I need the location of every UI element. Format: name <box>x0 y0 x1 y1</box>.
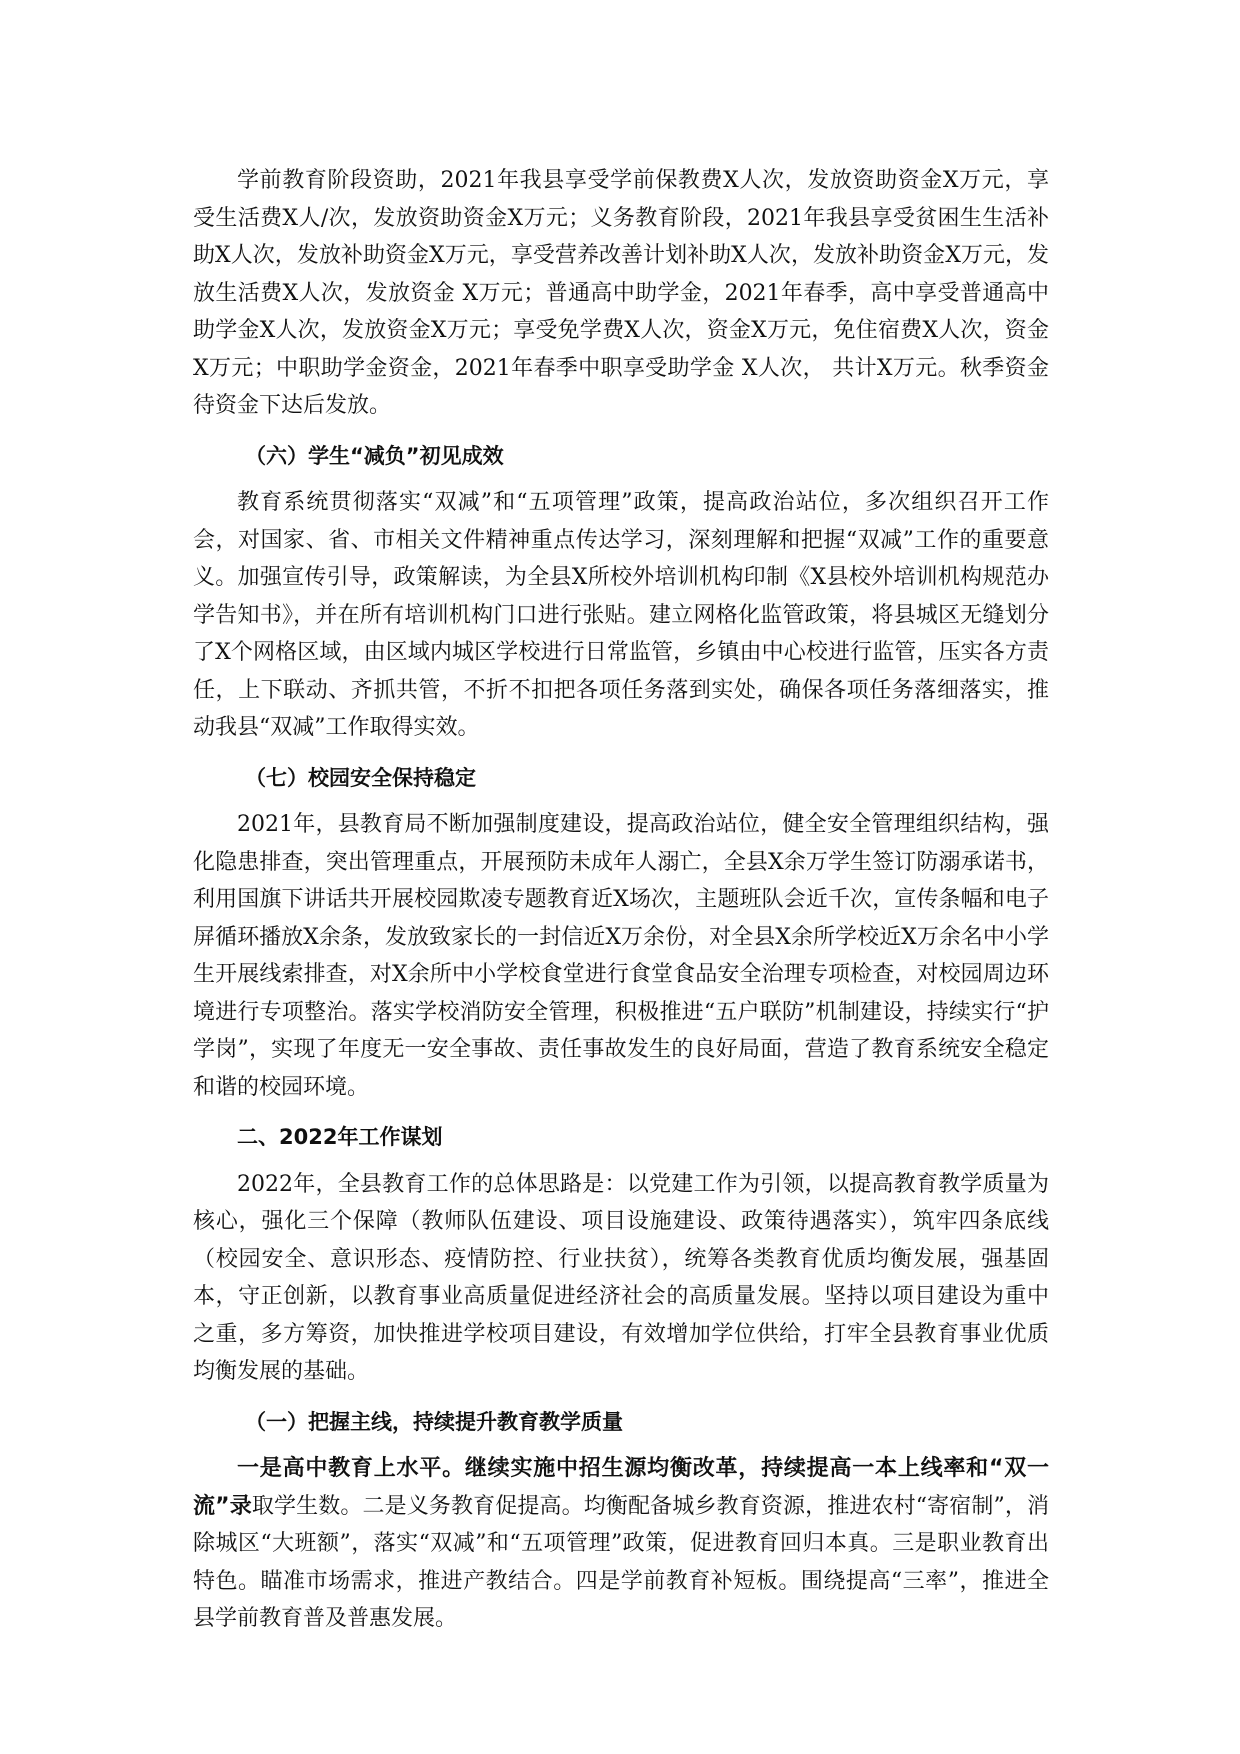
paragraph-student-aid: 学前教育阶段资助，2021年我县享受学前保教费X人次，发放资助资金X万元，享受生活费X人/次，发放资助资金X万元；义务教育阶段，2021年我县享受贫困生生活补助X人次，发放补助资金X万元，享受营养改善计划补助X人次，发放补助资金X万元，发放生活费X人次，发放资金 X万元；普通高中助学金，2021年春季，高中享受普通高中助学金X人次，发放资金X万元；享受免学费X人次，资金X万元，免住宿费X人次，资金X万元；中职助学金资金，2021年春季中职享受助学金 X人次， 共计X万元。秋季资金待资金下达后发放。 <box>193 168 1049 418</box>
paragraph-campus-safety: 2021年，县教育局不断加强制度建设，提高政治站位，健全安全管理组织结构，强化隐患排查，突出管理重点，开展预防未成年人溺亡，全县X余万学生签订防溺承诺书，利用国旗下讲话共开展校园欺凌专题教育近X场次，主题班队会近千次，宣传条幅和电子屏循环播放X余条，发放致家长的一封信近X万余份，对全县X余所学校近X万余名中小学生开展线索排查，对X余所中小学校食堂进行食堂食品安全治理专项检查，对校园周边环境进行专项整治。落实学校消防安全管理，积极推进“五户联防”机制建设，持续实行“护学岗”，实现了年度无一安全事故、责任事故发生的良好局面，营造了教育系统安全稳定和谐的校园环境。 <box>193 812 1049 1100</box>
section-heading-6: （六）学生“减负”初见成效 <box>245 443 504 468</box>
paragraph-2022-overview: 2022年，全县教育工作的总体思路是：以党建工作为引领，以提高教育教学质量为核心，强化三个保障（教师队伍建设、项目设施建设、政策待遇落实），筑牢四条底线（校园安全、意识形态、疫情防控、行业扶贫），统筹各类教育优质均衡发展，强基固本，守正创新，以教育事业高质量促进经济社会的高质量发展。坚持以项目建设为重中之重，多方筹资，加快推进学校项目建设，有效增加学位供给，打牢全县教育事业优质均衡发展的基础。 <box>193 1171 1049 1384</box>
paragraph-burden-reduction: 教育系统贯彻落实“双减”和“五项管理”政策，提高政治站位，多次组织召开工作会，对国家、省、市相关文件精神重点传达学习，深刻理解和把握“双减”工作的重要意义。加强宣传引导，政策解读，为全县X所校外培训机构印制《X县校外培训机构规范办学告知书》，并在所有培训机构门口进行张贴。建立网格化监管政策，将县城区无缝划分了X个网格区域，由区域内城区学校进行日常监管，乡镇由中心校进行监管，压实各方责任，上下联动、齐抓共管，不折不扣把各项任务落到实处，确保各项任务落细落实，推动我县“双减”工作取得实效。 <box>193 490 1049 740</box>
paragraph-bold-lead: 一是高中教育上水平。继续实施中招生源均衡改革，持续提高一本上线率和“双一流”录 <box>193 1456 1049 1519</box>
major-heading-2022-plan: 二、2022年工作谋划 <box>237 1125 443 1149</box>
paragraph-body-text: 取学生数。二是义务教育促提高。均衡配备城乡教育资源，推进农村“寄宿制”，消除城区“大班额”，落实“双减”和“五项管理”政策，促进教育回归本真。三是职业教育出特色。瞄准市场需求，推进产教结合。四是学前教育补短板。围绕提高“三率”，推进全县学前教育普及普惠发展。 <box>193 1493 1050 1631</box>
section-heading-1: （一）把握主线，持续提升教育教学质量 <box>245 1409 623 1434</box>
document-body <box>193 162 1049 1638</box>
section-heading-7: （七）校园安全保持稳定 <box>245 765 476 790</box>
paragraph-education-quality <box>193 1450 1049 1638</box>
